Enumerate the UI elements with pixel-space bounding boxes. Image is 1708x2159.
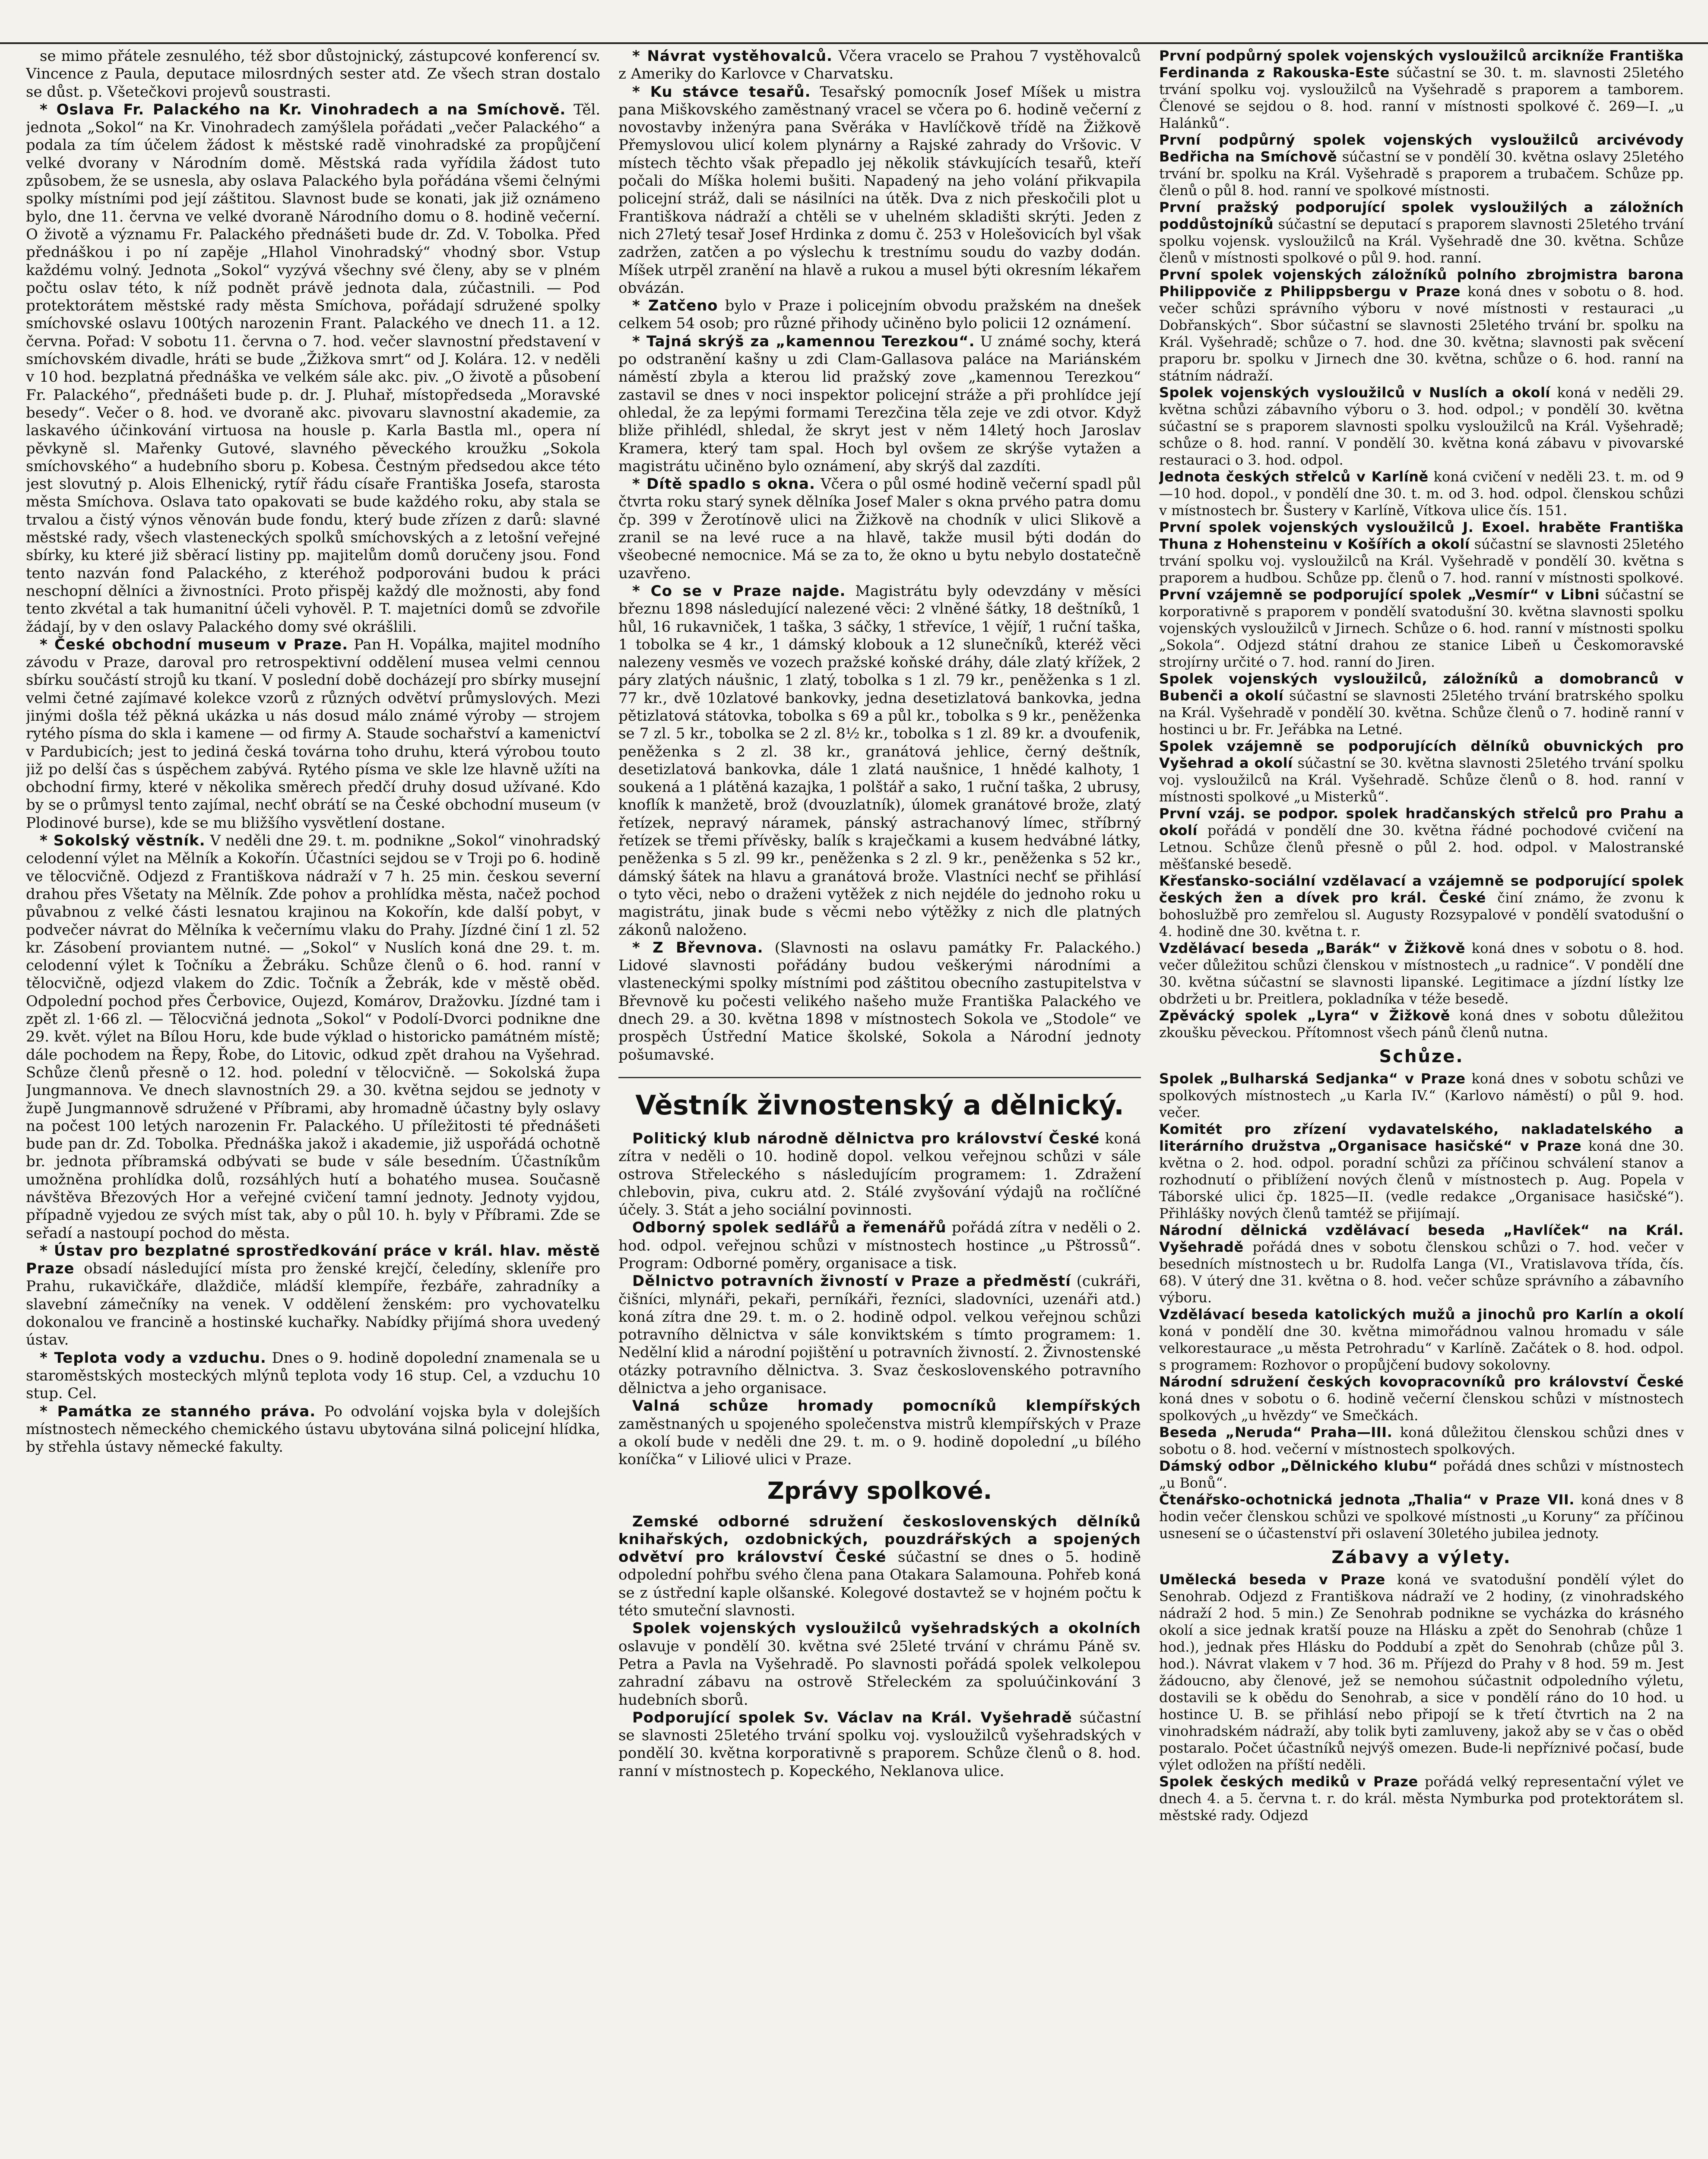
news-item-heading: Spolek vzájemně se podporujících dělníků obuvnických pro Vyšehrad a okolí <box>1159 738 1684 771</box>
news-item <box>618 1620 1141 1709</box>
news-item-body: Pan H. Vopálka, majitel modního závodu v Praze, daroval pro retrospektivní oddělení musea velmi cennou sbírku součástí strojů ku tkaní. V poslední době docházejí pro sbírky musejní velmi četné zajímavé kolekce vzorů z různých odvětví průmyslových. Mezi jinými došla též pěkná ukázka u nás dosud málo známé výroby — strojem rytého písma do skla i kamene — od firmy A. Staude sochařství a kamenictví v Pardubicích; jest to jediná česká továrna toho druhu, která výrobou touto již po delší čas s úspěchem zabývá. Rytého písma ve skle lze hlavně užíti na obchodní firmy, které v několika směrech předčí druhy dosud užívané. Kdo by se o průmysl tento zajímal, nechť obrátí se na České obchodní museum (v Plodinové burse), kde se mu bližšího vysvětlení dostane. <box>26 636 600 832</box>
column-3 <box>1159 47 1684 2159</box>
news-item-body: pořádá velký representační výlet ve dnech 4. a 5. června t. r. do král. města Nymburka pod protektorátem sl. městské rady. Odjezd <box>1159 1773 1684 1823</box>
news-item <box>618 1513 1141 1620</box>
columns <box>26 47 1682 2159</box>
news-item-body: Po odvolání vojska byla v dolejších místnostech německého chemického ústavu ubytována silná policejní hlídka, by střehla ústavy německé fakulty. <box>26 1402 600 1456</box>
news-item-body: koná v pondělí dne 30. května mimořádnou valnou hromadu v sále velkorestaurace „u města Petrohradu“ v Karlíně. Začátek o 8. hod. odpol. s programem: Rozhovor o propůjčení budovy sokolovny. <box>1159 1323 1684 1373</box>
news-item-heading: Spolek „Bulharská Sedjanka“ v Praze <box>1159 1070 1466 1087</box>
news-item-heading: První spolek vojenských vysloužilců J. Exoel. hraběte Františka Thuna z Hohensteinu v Košířích a okolí <box>1159 519 1684 552</box>
news-item-heading: * Co se v Praze najde. <box>632 582 846 600</box>
news-item-heading: První podpůrný spolek vojenských vysloužilců arcivévody Bedřicha na Smíchově <box>1159 132 1684 165</box>
news-item <box>26 636 600 832</box>
news-item <box>1159 132 1684 199</box>
news-item-body: koná důležitou členskou schůzi dnes v sobotu o 8. hod. večerní v místnostech spolkových. <box>1159 1424 1684 1457</box>
news-item-body: pořádá dnes schůzi v místnostech „u Bonů“. <box>1159 1458 1684 1491</box>
news-item <box>1159 1007 1684 1041</box>
news-item-body: súčastní se slavnosti 25letého trvání spolku voj. vysloužilců vyšehradských v pondělí 30. května korporativně s praporem. Schůze členů o 8. hod. ranní v místnostech p. Kopeckého, Neklanova ulice. <box>618 1709 1141 1780</box>
subsection-heading: Zábavy a výlety. <box>1331 1548 1512 1567</box>
news-item <box>618 1273 1141 1397</box>
news-item-heading: Umělecká beseda v Praze <box>1159 1571 1385 1588</box>
news-item <box>618 475 1141 582</box>
news-item <box>26 1349 600 1403</box>
news-item-heading: Spolek vojenských vysloužilců, záložníků a domobranců v Bubenči a okolí <box>1159 671 1684 704</box>
news-item-heading: Spolek vojenských vysloužilců v Nuslích a okolí <box>1159 384 1550 401</box>
news-item-heading: Spolek vojenských vysloužilců vyšehradských a okolních <box>632 1620 1141 1637</box>
news-item <box>1159 1424 1684 1458</box>
news-item <box>1159 1222 1684 1306</box>
news-item-body: súčastní se 30. května slavnosti 25letého trvání spolku voj. vysloužilců na Král. Vyšehradě. Schůze členů o 8. hod. ranní v místnosti spolkové „u Misterků“. <box>1159 755 1684 805</box>
news-item <box>26 1242 600 1349</box>
news-item-heading: Podporující spolek Sv. Václav na Král. Vyšehradě <box>632 1709 1072 1726</box>
news-item-body: obsadí následující místa pro ženské krejčí, čeledíny, skleníře pro Prahu, rukavičkáře, dlaždiče, mládší klempíře, řezbáře, zahradníky a slavební zámečníky na venek. V oddělení ženském: pro vychovatelku dokonalou ve francině a hostinské kuchařky. Nabídky přijímá shora uvedený ústav. <box>26 1260 600 1349</box>
news-item-body: V neděli dne 29. t. m. podnikne „Sokol“ vinohradský celodenní výlet na Mělník a Kokořín. Účastníci sejdou se v Troji po 6. hodině ve tělocvičně. Odjezd z Františkova nádraží v 7 h. 25 min. českou severní drahou přes Všetaty na Mělník. Zde pohov a prohlídka města, načež pochod půvabnou z velké části lesnatou krajinou na Kokořín, kde další pobyt, v podvečer návrat do Mělníka k večernímu vlaku do Prahy. Jízdné činí 1 zl. 52 kr. Zásobení proviantem nutné. — „Sokol“ v Nuslích koná dne 29. t. m. celodenní výlet k Točníku a Žebráku. Schůze členů o 6. hod. ranní v tělocvičně, odjezd vlakem do Zdic. Točník a Žebrák, kde v městě oběd. Odpolední pochod přes Čerbovice, Oujezd, Komárov, Dražovku. Jízdné tam i zpět zl. 1·66 zl. — Tělocvičná jednota „Sokol“ v Podolí-Dvorci podnikne dne 29. květ. výlet na Bílou Horu, kde bude výklad o historicko památném místě; dále pochodem na Řepy, Řobe, do Litovic, odkud zpět drahou na Vyšehrad. Schůze členů přesně o 12. hod. polední v tělocvičně. — Sokolská župa Jungmannova. Ve dnech slavnostních 29. a 30. května sejdou se jednoty v župě Jungmannově sdružené v Příbrami, aby hromadně účastny byly oslavy na počest 100 letých narozenin Fr. Palackého. U příležitosti té přednášeti bude pan dr. Zd. Tobolka. Přednáška jakož i akademie, již uspořádá ochotně br. jednota příbramská odbývati se bude v sále besedním. Účastníkům umožněna prohlídka dolů, rozsáhlých hutí a bohatého musea. Současně návštěva Březových Hor a veřejné cvičení tamní jednoty. Jednoty vyjdou, případně vyjedou ze svých míst tak, aby o půl 10. h. byly v Příbrami. Zde se seřadí a nastoupí pochod do města. <box>26 832 600 1242</box>
news-item-body: se mimo přátele zesnulého, též sbor důstojnický, zástupcové konferencí sv. Vincence z Paula, deputace milosrdných sester atd. Ze všech stran dostalo se důst. p. Všetečkovi projevů soustrasti. <box>26 47 600 101</box>
news-item-heading: Komitét pro zřízení vydavatelského, nakladatelského a literárního družstva „Organisace hasičské“ v Praze <box>1159 1121 1684 1154</box>
news-item-body: Dnes o 9. hodině dopolední znamenala se u staroměstských mosteckých mlýnů teplota vody 16 stup. Cel, a vzduchu 10 stup. Cel. <box>26 1349 600 1402</box>
news-item-body: bylo v Praze i policejním obvodu pražském na dnešek celkem 54 osob; pro různé přihody učiněno bylo policii 12 oznámení. <box>618 297 1141 332</box>
news-item-body: pořádá dnes v sobotu členskou schůzi o 7. hod. večer v besedních místnostech u br. Rudolfa Langa (VI., Vratislavova třída, čís. 68). V úterý dne 31. května o 8. hod. večer schůze správního a zábavního výboru. <box>1159 1239 1684 1306</box>
news-item-body: súčastní se slavnosti 25letého trvání spolku voj. vysloužilců na Král. Vyšehradě v pondělí 30. května s praporem a hudbou. Schůze pp. členů o 7. hod. ranní v místnosti spolkové. <box>1159 536 1684 586</box>
news-item-heading: * Dítě spadlo s okna. <box>632 475 815 493</box>
news-item <box>1159 1458 1684 1491</box>
news-item-heading: Vzdělávací beseda katolických mužů a jinochů pro Karlín a okolí <box>1159 1306 1684 1323</box>
news-item <box>618 297 1141 333</box>
news-item <box>1159 1121 1684 1222</box>
news-item <box>1159 1491 1684 1542</box>
news-item-heading: * Z Břevnova. <box>632 939 764 956</box>
news-item-heading: Odborný spolek sedlářů a řemenářů <box>632 1219 947 1237</box>
news-item-heading: * Oslava Fr. Palackého na Kr. Vinohradech a na Smíchově. <box>40 101 566 118</box>
column-1 <box>26 47 600 2159</box>
news-item-heading: Valná schůze hromady pomocníků klempířských <box>632 1397 1141 1415</box>
news-item-body: koná dnes v sobotu o 6. hodině večerní členskou schůzi v místnostech spolkových „u hvězdy“ ve Smečkách. <box>1159 1390 1684 1424</box>
news-item <box>618 582 1141 939</box>
news-item-heading: Beseda „Neruda“ Praha—III. <box>1159 1424 1393 1440</box>
news-item-heading: * Návrat vystěhovalců. <box>632 47 833 65</box>
news-item-heading: * Tajná skrýš za „kamennou Terezkou“. <box>632 332 975 350</box>
news-item <box>1159 940 1684 1007</box>
news-item-body: koná dnes v sobotu o 8. hod. večer důležitou schůzi členskou v místnostech „u radnice“. V pondělí dne 30. května súčastní se slavnosti lipanské. Legitimace a jízdní lístky lze obdržeti u br. Preitlera, pokladníka v téže besedě. <box>1159 940 1684 1007</box>
news-item-body: pořádá v pondělí dne 30. května řádné pochodové cvičení na Letnou. Schůze členů přesně o půl 2. hod. odpol. v Malostranské měšťanské besedě. <box>1159 822 1684 872</box>
news-item-heading: První podpůrný spolek vojenských vysloužilců arcikníže Františka Ferdinanda z Rakouska-Este <box>1159 47 1684 81</box>
news-item <box>618 1130 1141 1219</box>
news-item-heading: Zemské odborné sdružení československých dělníků knihařských, ozdobnických, pouzdrářských a spojených odvětví pro království České <box>618 1513 1141 1566</box>
news-item <box>26 1403 600 1456</box>
news-item-heading: * Ku stávce tesařů. <box>632 83 811 101</box>
news-item-heading: Národní sdružení českých kovopracovníků pro království České <box>1159 1374 1684 1390</box>
news-item-heading: Národní dělnická vzdělávací beseda „Havlíček“ na Král. Vyšehradě <box>1159 1222 1684 1255</box>
section-title: Věstník živnostenský a dělnický. <box>618 1077 1141 1122</box>
news-item-heading: * Teplota vody a vzduchu. <box>40 1349 266 1367</box>
news-item-body: súčastní se deputací s praporem slavnosti 25letého trvání spolku vojensk. vysloužilců na Král. Vyšehradě dne 30. května. Schůze členů v místnosti spolkové o půl 9. hod. ranní. <box>1159 216 1684 266</box>
news-item-heading: Politický klub národně dělnictva pro království České <box>632 1130 1100 1147</box>
news-item <box>618 1709 1141 1780</box>
news-item <box>618 1219 1141 1273</box>
news-item-body: súčastní se 30. t. m. slavnosti 25letého trvání spolku voj. vysloužilců na Vyšehradě s praporem a tamborem. Členové se sejdou o 8. hod. ranní v místnosti spolkové č. 269—I. „u Halánků“. <box>1159 64 1684 131</box>
news-item <box>1159 47 1684 132</box>
news-item <box>618 333 1141 475</box>
news-item-heading: Vzdělávací beseda „Barák“ v Žižkově <box>1159 940 1465 956</box>
news-item <box>618 939 1141 1064</box>
section-title: Zprávy spolkové. <box>767 1477 992 1504</box>
news-item <box>1159 1070 1684 1121</box>
news-item <box>1159 671 1684 738</box>
news-item-heading: Dělnictvo potravních živností v Praze a předměstí <box>632 1273 1071 1290</box>
news-item-heading: První pražský podporující spolek vysloužilých a záložních poddůstojníků <box>1159 199 1684 232</box>
news-item <box>1159 586 1684 671</box>
news-item-heading: * České obchodní museum v Praze. <box>40 636 348 653</box>
news-item-body: koná v neděli 29. května schůzi zábavního výboru o 3. hod. odpol.; v pondělí 30. května súčastní se s praporem slavnosti spolku vysloužilců na Král. Vyšehradě; schůze o 8. hod. ranní. V pondělí 30. května koná zábavu v pivovarské restauraci o 3. hod. odpol. <box>1159 384 1684 468</box>
news-item-body: koná cvičení v neděli 23. t. m. od 9—10 hod. dopol., v pondělí dne 30. t. m. od 3. hod. odpol. členskou schůzi v místnostech br. Šustery v Karlíně, Vítkova ulice čís. 151. <box>1159 469 1684 519</box>
news-item-body: koná zítra v neděli o 10. hodině dopol. velkou veřejnou schůzi v sále ostrova Střeleckého s následujícím programem: 1. Zdražení chlebovin, piva, cukru atd. 2. Stálé zvyšování výdajů na ročlíčné účely. 3. Stát a jeho sociální povinnosti. <box>618 1130 1141 1219</box>
news-item <box>1159 266 1684 384</box>
news-item-body: koná dnes v sobotu o 8. hod. večer schůzi správního výboru v nové místnosti v restauraci „u Dobřanských“. Sbor súčastní se slavnosti 25letého trvání br. spolku na Král. Vyšehradě; schůze o 7. hod. dne 30. května; slavnosti pak svěcení praporu br. spolku v Jirnech dne 30. května, schůze o 6. hod. ranní na státním nádraží. <box>1159 283 1684 384</box>
news-item-body: koná dne 30. května o 2. hod. odpol. poradní schůzi za příčinou schválení stanov a rozhodnutí o přiblížení nových členů v místnostech p. Aug. Popela v Táborské ulici čp. 1825—II. (vedle redakce „Organisace hasičské“). Přihlášky nových členů tamtéž se přijímají. <box>1159 1138 1684 1222</box>
news-item-body: Včera vracelo se Prahou 7 vystěhovalců z Ameriky do Karlovce v Charvatsku. <box>618 47 1141 83</box>
news-item <box>618 1397 1141 1469</box>
news-item-body: súčastní se slavnosti 25letého trvání bratrského spolku na Král. Vyšehradě v pondělí 30. května. Schůze členů o 7. hodině ranní v hostinci u br. Fr. Jeřábka na Letné. <box>1159 687 1684 738</box>
news-item <box>1159 384 1684 469</box>
news-item-heading: První vzáj. se podpor. spolek hradčanských střelců pro Prahu a okolí <box>1159 805 1684 839</box>
news-item <box>1159 199 1684 266</box>
column-2 <box>618 47 1141 2159</box>
news-item-body: pořádá zítra v neděli o 2. hod. odpol. veřejnou schůzi v místnostech hostince „u Pštrossů“. Program: Odborné poměry, organisace a tisk. <box>618 1219 1141 1272</box>
news-item-body: koná ve svatodušní pondělí výlet do Senohrab. Odjezd z Františkova nádraží ve 2 hodiny, (z vinohradského nádraží 2 hod. 5 min.) Ze Senohrab podnikne se vycházka do krásného okolí a sice jednak kratší pouze na Hlásku a zpět do Senohrab (chůze 1 hod.), jednak přes Hlásku do Poddubí a zpět do Senohrab (chůze půl 3. hod.). Návrat vlakem v 7 hod. 36 m. Příjezd do Prahy v 8 hod. 59 m. Jest žádoucno, aby členové, jež se nemohou súčastnit odpoledního výletu, dostavili se k obědu do Senohrab, a sice v pondělí ráno do 10 hod. u hostince U. B. se přihlásí nebo připojí se k třetí čtvrtich na 2 na vinohradském nádraží, aby tolik byti zamluveny, jakož aby se v čas o oběd postaralo. Počet účastníků nejvýš omezen. Bude-li nepříznivé počasí, bude výlet odložen na příští neděli. <box>1159 1571 1684 1773</box>
news-item <box>618 47 1141 83</box>
news-item-heading: Spolek českých mediků v Praze <box>1159 1773 1418 1790</box>
news-item-heading: * Památka ze stanného práva. <box>40 1402 316 1420</box>
news-item-body: koná dnes v 8 hodin večer členskou schůzi ve spolkové místnosti „u Koruny“ za příčinou usnesení se o účastenství při oslavení 30letého jubilea jednoty. <box>1159 1491 1684 1542</box>
news-item-body: Včera o půl osmé hodině večerní spadl půl čtvrta roku starý synek dělníka Josef Maler s okna prvého patra domu čp. 399 v Žerotínově ulici na Žižkově na chodník v ulici Slikově a zranil se na levé ruce a na hlavě, takže musil býti dodán do všeobecné nemocnice. Má se za to, že okno u bytu nebylo dostatečně uzavřeno. <box>618 475 1141 582</box>
news-item-heading: Čtenářsko-ochotnická jednota „Thalia“ v Praze VII. <box>1159 1491 1575 1508</box>
news-item-heading: Zpěvácký spolek „Lyra“ v Žižkově <box>1159 1007 1450 1024</box>
subsection-heading: Schůze. <box>1379 1047 1464 1067</box>
news-item-body: Magistrátu byly odevzdány v měsíci březnu 1898 následující nalezené věci: 2 vlněné šátky, 18 deštníků, 1 hůl, 16 rukavniček, 1 taška, 3 sáčky, 1 střevíce, 1 vějíř, 1 ruční taška, 1 tobolka se 4 kr., 1 dámský klobouk a 12 slunečníků, kteréž věci nalezeny vesměs ve vozech pražské koňské dráhy, dále zlatý křížek, 2 páry zlatých náušnic, 1 zlatý, tobolka s 1 zl. 79 kr., peněženka s 1 zl. 77 kr., dvě 10zlatové bankovky, jedna desetizlatová bankovka, jedna pětizlatová státovka, tobolka s 69 a půl kr., tobolka s 9 kr., peněženka se 7 zl. 5 kr., tobolka se 2 zl. 8½ kr., tobolka s 1 zl. 89 kr. a dvoufenik, peněženka s 2 zl. 38 kr., granátová jehlice, černý deštník, desetizlatová bankovka, dále 1 zlatá naušnice, 1 hnědé kalhoty, 1 soukená a 1 plátěná kazajka, 1 polštář a sako, 1 ruční taška, 2 ubrusy, knoflík k manžetě, brož (dvouzlatník), úlomek granátové brože, zlatý řetízek, nepravý náramek, pánský astrachanový límec, stříbrný řetízek se třemi přívěsky, balík s kraječkami a kusem hedvábné látky, peněženka s 5 zl. 99 kr., peněženka s 2 zl. 9 kr., peněženka s 52 kr., dámský šátek na hlavu a granátová brože. Vlastníci nechť se přihlásí o tyto věci, nebo o draženi vytěžek z nich nejdéle do jednoho roku u magistrátu, jinak bude s věcmi nebo výtěžky z nich dle platných zákonů naloženo. <box>618 582 1141 939</box>
news-item-body: U známé sochy, která po odstranění kašny u zdi Clam-Gallasova paláce na Mariánském náměstí zbyla a kterou lid pražský zove „kamennou Terezkou“ zastavil se dnes v noci inspektor policejní stráže a při prohlídce její ohledal, že za lepými formami Terezčina těla zeje ve zdi otvor. Když bliže přihlédl, shledal, že skryt jest v něm 14letý hoch Jaroslav Kramera, který tam spal. Hoch byl ovšem ze skrýše vytažen a magistrátu učiněno bylo oznámení, aby skrýš dal zazdíti. <box>618 332 1141 475</box>
news-item <box>26 47 600 101</box>
news-item <box>1159 1773 1684 1824</box>
news-item-body: (cukráři, čišníci, mlynáři, pekaři, perníkáři, řezníci, sladovníci, uzenáři atd.) koná zítra dne 29. t. m. o 2. hodině odpol. velkou veřejnou schůzi potravního dělnictva v sále konviktském s tímto programem: 1. Nedělní klid a národní pojištění u potravních živností. 2. Živnostenské otázky potravního dělnictva. 3. Svaz československého potravního dělnictva a jeho organisace. <box>618 1273 1141 1397</box>
news-item-body: koná dnes v sobotu důležitou zkoušku pěveckou. Přítomnost všech pánů členů nutna. <box>1159 1007 1684 1041</box>
news-item-body: Těl. jednota „Sokol“ na Kr. Vinohradech zamýšlela pořádati „večer Palackého“ a podala za tím účelem žádost k městské radě vinohradské za propůjčení velké dvorany v Národním domě. Městská rada vyřídila žádost tuto způsobem, že se usnesla, aby oslava Palackého byla pořádána všemi čelnými spolky místními pod její záštitou. Slavnost bude se konati, jak již oznámeno bylo, dne 11. června ve velké dvoraně Národního domu o 8. hodině večerní. O životě a významu Fr. Palackého přednášeti bude dr. Zd. V. Tobolka. Před přednáškou i po ní zapěje „Hlahol Vinohradský“ vhodný sbor. Vstup každému volný. Jednota „Sokol“ vyzývá všechny své členy, aby se v plném počtu oslav této, k níž podnět právě jednota dala, zúčastnili. — Pod protektorátem městské rady města Smíchova, pořádají sdružené spolky smíchovské oslavu 100tých narozenin Frant. Palackého ve dnech 11. a 12. června. Pořad: V sobotu 11. června o 7. hod. večer slavnostní představení v smíchovském divadle, hráti se bude „Žižkova smrt“ od J. Kolára. 12. v neděli v 10 hod. bezplatná přednáška ve velkém sále akc. piv. „O životě a působení Fr. Palackého“, přednášeti bude p. dr. J. Pluhař, místopředseda „Moravské besedy“. Večer o 8. hod. ve dvoraně akc. pivovaru slavnostní akademie, za laskavého účinkování virtuosa na housle p. Karla Bastla ml., opera ní pěvkyně sl. Mařenky Gutové, slavného pěveckého kroužku „Sokola smíchovského“ a hudebního sboru p. Kobesa. Čestným předsedou akce této jest slovutný p. Alois Elhenický, rytíř řádu císaře Františka Josefa, starosta města Smíchova. Oslava tato opakovati se bude každého roku, aby stala se trvalou a čistý výnos věnován bude fondu, který bude zřízen z darů: slavné městské rady, všech vlasteneckých spolků smíchovských a z letošní veřejné sbírky, ku které již sběrací listiny pp. majitelům domů doručeny jsou. Fond tento nazván fond Palackého, z kteréhož podporováni budou k práci neschopní dělníci a živnostníci. Proto přispěj každý dle možnosti, aby fond tento zkvétal a tak humanitní účeli vyhověl. P. T. majetníci domů se zdvořile žádají, by v den oslavy Palackého domy své okrášlili. <box>26 101 600 636</box>
news-item-body: oslavuje v pondělí 30. května své 25leté trvání v chrámu Páně sv. Petra a Pavla na Vyšehradě. Po slavnosti pořádá spolek velkolepou zahradní zábavu na ostrově Střeleckém za spoluúčinkování 3 hudebních sborů. <box>618 1637 1141 1709</box>
news-item-body: súčastní se korporativně s praporem v pondělí svatodušní 30. května slavnosti spolku vojenských vysloužilců v Jirnech. Schůze o 6. hod. ranní v místnosti spolku „Sokola“. Odjezd státní drahou ze stanice Libeň u Českomoravské strojírny určité o 7. hod. ranní do Jiren. <box>1159 586 1684 670</box>
news-item-heading: Křesťansko-sociální vzdělavací a vzájemně se podporující spolek českých žen a dívek pro král. České <box>1159 873 1684 906</box>
news-item <box>1159 1571 1684 1773</box>
news-item-body: Tesařský pomocník Josef Míšek u mistra pana Miškovského zaměstnaný vracel se včera po 6. hodině večerní z novostavby inženýra pana Svěráka v Havlíčkově třídě na Žižkově Přemyslovou ulicí kolem plynárny a Rajské zahrady do Vršovic. V místech těchto však přepadlo jej několik stávkujících tesařů, kteří počali do Míška holemi bušiti. Napadený na jeho volání přikvapila policejní stráž, dali se násilníci na útěk. Dva z nich přeskočili plot u Františkova nádraží a chtěli se v uhelném skladišti skrýti. Jeden z nich 27letý tesař Josef Hrdinka z domu č. 253 v Holešovicích byl však zadržen, zatčen a po výslechu k trestnímu soudu do vazby dodán. Míšek utrpěl zranění na hlavě a rukou a musel býti okresním lékařem obvázán. <box>618 83 1141 297</box>
news-item-body: súčastní se dnes o 5. hodině odpolední pohřbu svého člena pana Otakara Salamouna. Pohřeb koná se z ústřední kaple olšanské. Kolegové dostavtež se v hojném počtu k této smuteční slavnosti. <box>618 1548 1141 1620</box>
news-item-body: súčastní se v pondělí 30. května oslavy 25letého trvání br. spolku na Král. Vyšehradě s praporem a trubačem. Schůze pp. členů o půl 8. hod. ranní ve spolkové místnosti. <box>1159 149 1684 199</box>
news-item-body: činí známo, že zvonu k bohoslužbě pro zemřelou sl. Augusty Rozsypalové v pondělí svatodušní o 4. hodině dne 30. května t. r. <box>1159 890 1684 940</box>
news-item-heading: * Ústav pro bezplatné sprostředkování práce v král. hlav. městě Praze <box>26 1242 600 1278</box>
news-item-body: (Slavnosti na oslavu památky Fr. Palackého.) Lidové slavnosti pořádány budou veškerými národními a vlasteneckými spolky místními pod záštitou obecního zastupitelstva v Břevnově ku počesti velikého našeho muže Františka Palackého ve dnech 29. a 30. května 1898 v místnostech Sokola ve „Stodole“ ve prospěch Ústřední Matice školské, Sokola a Národní jednoty pošumavské. <box>618 939 1141 1064</box>
news-item-body: koná dnes v sobotu schůzi ve spolkových místnostech „u Karla IV.“ (Karlovo náměstí) o půl 9. hod. večer. <box>1159 1070 1684 1121</box>
news-item <box>1159 1374 1684 1424</box>
news-item <box>618 83 1141 298</box>
news-item-body: zaměstnaných u spojeného společenstva mistrů klempířských v Praze a okolí bude v neděli dne 29. t. m. o 9. hodině dopolední „u bílého koníčka“ v Liliové ulici v Praze. <box>618 1415 1141 1469</box>
news-item-heading: Dámský odbor „Dělnického klubu“ <box>1159 1458 1438 1474</box>
news-item-heading: První spolek vojenských záložníků polního zbrojmistra barona Philippoviče z Philippsbergu v Praze <box>1159 266 1684 300</box>
news-item <box>26 101 600 636</box>
top-rule <box>0 42 1708 44</box>
news-item-heading: Jednota českých střelců v Karlíně <box>1159 469 1429 485</box>
news-item <box>26 832 600 1242</box>
news-item-heading: * Sokolský věstník. <box>40 832 206 850</box>
news-item <box>1159 873 1684 940</box>
news-item <box>1159 519 1684 586</box>
news-item <box>1159 805 1684 873</box>
news-item <box>1159 469 1684 519</box>
news-item-heading: První vzájemně se podporující spolek „Vesmír“ v Libni <box>1159 586 1600 603</box>
news-item <box>1159 738 1684 805</box>
news-item <box>1159 1306 1684 1374</box>
news-item-heading: * Zatčeno <box>632 297 718 315</box>
